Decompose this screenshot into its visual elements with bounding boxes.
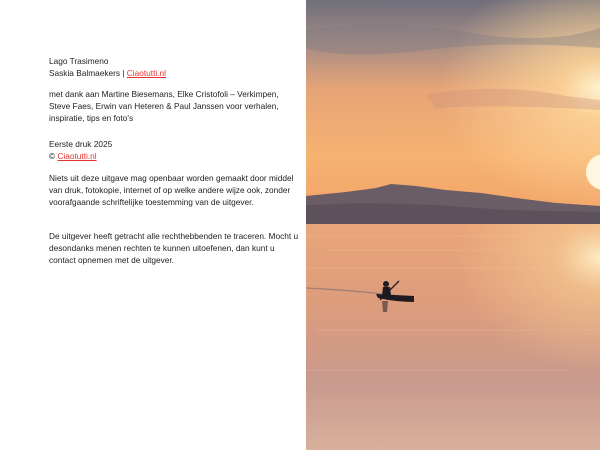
copyright-website-link[interactable]: Ciaotutti.nl [57, 151, 97, 161]
legal-paragraph-2: De uitgever heeft getracht alle rechthebbenden te traceren. Mocht u desondanks menen rechten te kunnen uitoefenen, dan kunt u contact opnemen met de uitgever. [49, 231, 299, 265]
separator: | [122, 68, 125, 78]
edition-label: Eerste druk 2025 [49, 139, 113, 149]
author-line [49, 67, 299, 79]
legal-block-2 [49, 230, 299, 266]
book-title: Lago Trasimeno [49, 56, 109, 66]
credits-text: met dank aan Martine Biesemans, Elke Cristofoli – Verkimpen, Steve Faes, Erwin van Heteren & Paul Janssen voor verhalen, inspiratie, tips en foto's [49, 89, 279, 123]
sun-reflection [306, 224, 600, 450]
legal-block-1 [49, 172, 299, 208]
credits-block [49, 88, 299, 124]
legal-paragraph-1: Niets uit deze uitgave mag openbaar worden gemaakt door middel van druk, fotokopie, internet of op welke andere wijze ook, zonder voorafgaande schriftelijke toestemming van de uitgever. [49, 173, 294, 207]
edition-block [49, 138, 299, 162]
title-block [49, 55, 299, 79]
website-link[interactable]: Ciaotutti.nl [126, 68, 166, 78]
photo-illustration [306, 0, 600, 450]
lake-sunset-photo [306, 0, 600, 450]
copyright-symbol: © [49, 151, 56, 161]
copyright-line [49, 150, 299, 162]
author-name: Saskia Balmaekers [49, 68, 121, 78]
